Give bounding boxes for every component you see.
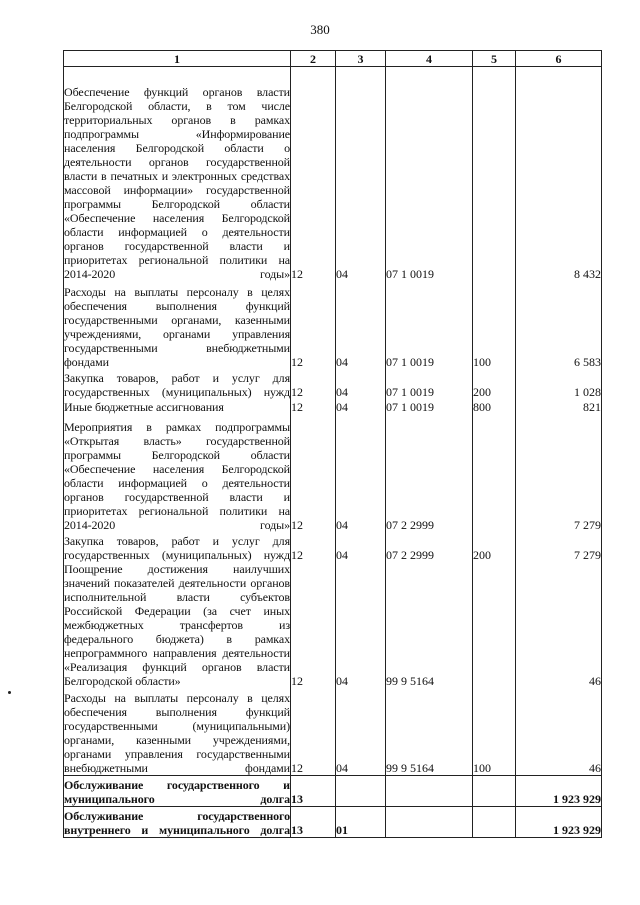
row-amount: 821 (516, 399, 602, 414)
row-section: 12 (291, 532, 336, 562)
row-amount: 1 923 929 (516, 776, 602, 807)
header-row (64, 51, 602, 67)
row-section: 13 (291, 776, 336, 807)
row-amount: 6 583 (516, 281, 602, 369)
row-expense-type (473, 807, 516, 838)
row-target-item: 07 2 2999 (386, 532, 473, 562)
table-row (64, 688, 602, 776)
row-target-item (386, 776, 473, 807)
row-subsection: 04 (336, 369, 386, 399)
header-cell-1: 1 (64, 51, 291, 67)
row-expense-type (473, 562, 516, 688)
row-name: Расходы на выплаты персоналу в целях обеспечения выполнения функций государственными (муниципальными) органами, казенными учреждениями, органами управления государственными внебюджетными фондами (64, 688, 291, 776)
row-name: Поощрение достижения наилучших значений показателей деятельности органов исполнительной власти субъектов Российской Федерации (за счет иных межбюджетных трансфертов из федерального бюджета) в рамках непрограммного направления деятельности «Реализация функций органов власти Белгородской области» (64, 561, 290, 688)
header-cell-5: 5 (473, 51, 516, 67)
row-amount: 46 (516, 562, 602, 688)
row-target-item: 07 1 0019 (386, 399, 473, 414)
row-target-item: 99 9 5164 (386, 688, 473, 776)
row-subsection: 04 (336, 281, 386, 369)
row-amount: 1 923 929 (516, 807, 602, 838)
header-cell-6: 6 (516, 51, 602, 67)
row-subsection: 01 (336, 807, 386, 838)
table-row (64, 399, 602, 414)
row-section: 13 (291, 807, 336, 838)
row-name: Иные бюджетные ассигнования (64, 399, 291, 414)
row-amount: 8 432 (516, 67, 602, 281)
row-name: Обеспечение функций органов власти Белгородской области, в том числе территориальных органов в рамках подпрограммы «Информирование населения Белгородской области о деятельности органов государственной власти в печатных и электронных средствах массовой информации» государственной программы Белгородской области «Обеспечение населения Белгородской области информацией о деятельности органов государственной власти и приоритетах региональной политики на 2014-2020 годы» (64, 67, 291, 281)
table-row (64, 807, 602, 838)
row-amount: 7 279 (516, 414, 602, 532)
row-section: 12 (291, 369, 336, 399)
row-target-item: 07 2 2999 (386, 414, 473, 532)
row-name: Обслуживание государственного внутреннего и муниципального долга (64, 807, 291, 838)
row-name: Закупка товаров, работ и услуг для государственных (муниципальных) нужд (64, 533, 290, 562)
row-amount: 1 028 (516, 369, 602, 399)
row-expense-type: 200 (473, 369, 516, 399)
row-expense-type (473, 776, 516, 807)
row-section: 12 (291, 688, 336, 776)
row-name: Обслуживание государственного и муниципального долга (64, 776, 291, 807)
row-section: 12 (291, 562, 336, 688)
row-target-item (386, 807, 473, 838)
row-subsection: 04 (336, 532, 386, 562)
table-row (64, 281, 602, 369)
row-name: Мероприятия в рамках подпрограммы «Открытая власть» государственной программы Белгородской области «Обеспечение населения Белгородской области информацией о деятельности органов государственной власти и приоритетах региональной политики на 2014-2020 годы» (64, 414, 291, 532)
row-expense-type (473, 414, 516, 532)
stray-mark (8, 691, 11, 694)
row-section: 12 (291, 281, 336, 369)
table-row (64, 532, 602, 562)
row-expense-type: 100 (473, 281, 516, 369)
row-subsection: 04 (336, 399, 386, 414)
table-row (64, 369, 602, 399)
row-amount: 7 279 (516, 532, 602, 562)
table-row (64, 562, 602, 688)
budget-table (63, 50, 602, 838)
header-cell-3: 3 (336, 51, 386, 67)
row-subsection: 04 (336, 562, 386, 688)
row-expense-type: 100 (473, 688, 516, 776)
row-expense-type: 800 (473, 399, 516, 414)
row-target-item: 07 1 0019 (386, 281, 473, 369)
row-section: 12 (291, 414, 336, 532)
row-expense-type (473, 67, 516, 281)
row-section: 12 (291, 399, 336, 414)
table-row (64, 776, 602, 807)
table-row (64, 414, 602, 532)
row-subsection (336, 776, 386, 807)
page-number: 380 (310, 22, 330, 37)
row-amount: 46 (516, 688, 602, 776)
header-cell-2: 2 (291, 51, 336, 67)
row-expense-type: 200 (473, 532, 516, 562)
header-cell-4: 4 (386, 51, 473, 67)
row-target-item: 99 9 5164 (386, 562, 473, 688)
table-row (64, 67, 602, 281)
row-name: Закупка товаров, работ и услуг для государственных (муниципальных) нужд (64, 370, 290, 399)
row-section: 12 (291, 67, 336, 281)
row-target-item: 07 1 0019 (386, 67, 473, 281)
row-target-item: 07 1 0019 (386, 369, 473, 399)
row-name: Расходы на выплаты персоналу в целях обеспечения выполнения функций государственными органами, казенными учреждениями, органами управления государственными внебюджетными фондами (64, 281, 291, 369)
row-subsection: 04 (336, 414, 386, 532)
row-subsection: 04 (336, 688, 386, 776)
row-subsection: 04 (336, 67, 386, 281)
